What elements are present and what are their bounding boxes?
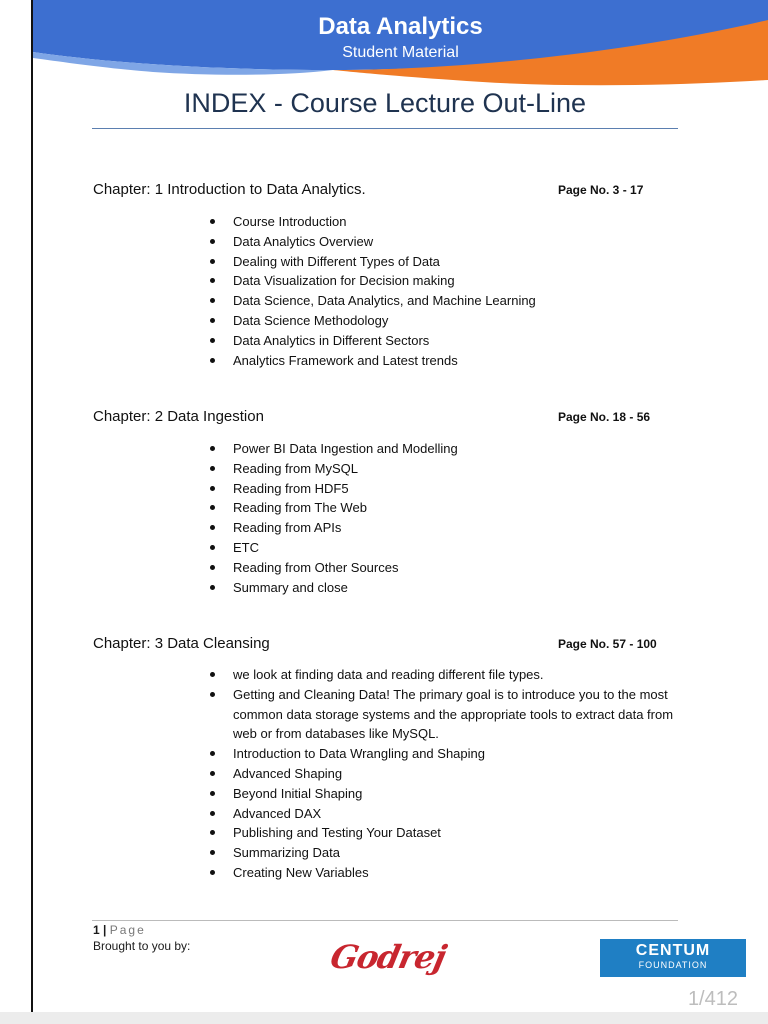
index-title: INDEX - Course Lecture Out-Line: [183, 88, 587, 118]
list-item: Reading from APIs: [205, 518, 685, 538]
list-item: Beyond Initial Shaping: [205, 784, 679, 804]
chapter-3-heading: [93, 635, 663, 652]
list-item: Summarizing Data: [205, 843, 679, 863]
list-item: Publishing and Testing Your Dataset: [205, 823, 679, 843]
list-item: Advanced DAX: [205, 804, 679, 824]
list-item: Data Visualization for Decision making: [205, 271, 685, 291]
list-item: Analytics Framework and Latest trends: [205, 351, 685, 371]
chapter-title: Chapter: 3 Data Cleansing: [93, 635, 270, 652]
list-item: ETC: [205, 538, 685, 558]
list-item: Reading from The Web: [205, 498, 685, 518]
footer-divider: [92, 920, 678, 921]
page-separator: |: [99, 923, 110, 937]
centum-logo-text: CENTUM: [635, 942, 711, 959]
chapter-title: Chapter: 2 Data Ingestion: [93, 408, 264, 425]
chapter-pages: Page No. 3 - 17: [558, 183, 644, 197]
list-item: Course Introduction: [205, 212, 685, 232]
page-word: Page: [109, 923, 146, 937]
chapter-1-topics: [205, 212, 685, 370]
list-item: Reading from MySQL: [205, 459, 685, 479]
list-item: Getting and Cleaning Data! The primary goal is to introduce you to the most common data storage systems and the appropriate tools to extract data from web or from databases like MySQL.: [205, 685, 679, 744]
godrej-logo: [318, 938, 458, 980]
list-item: Dealing with Different Types of Data: [205, 252, 685, 272]
list-item: Data Analytics Overview: [205, 232, 685, 252]
centum-logo-subtext: FOUNDATION: [638, 960, 708, 970]
centum-foundation-logo: [600, 939, 746, 977]
list-item: we look at finding data and reading different file types.: [205, 665, 679, 685]
list-item: Power BI Data Ingestion and Modelling: [205, 439, 685, 459]
list-item: Reading from HDF5: [205, 479, 685, 499]
page-number: 1: [93, 923, 100, 937]
viewer-bottom-bar: [0, 1012, 768, 1024]
chapter-2-heading: [93, 408, 663, 425]
left-margin-rule: [31, 0, 33, 1012]
list-item: Data Science Methodology: [205, 311, 685, 331]
chapter-1-heading: [93, 181, 663, 198]
chapter-pages: Page No. 57 - 100: [558, 637, 657, 651]
list-item: Introduction to Data Wrangling and Shaping: [205, 744, 679, 764]
chapter-2-topics: [205, 439, 685, 597]
header-title: Data Analytics: [318, 13, 483, 40]
header-subtitle: Student Material: [342, 44, 459, 61]
godrej-logo-text: Godrej: [327, 938, 449, 976]
brought-by-label: Brought to you by:: [93, 939, 191, 953]
list-item: Data Science, Data Analytics, and Machine Learning: [205, 291, 685, 311]
page-counter: 1/412: [687, 988, 738, 1010]
page-footer-label: [93, 923, 146, 937]
list-item: Advanced Shaping: [205, 764, 679, 784]
title-divider: [92, 128, 678, 129]
chapter-3-topics: [205, 665, 679, 883]
header-banner: [33, 0, 768, 90]
list-item: Reading from Other Sources: [205, 558, 685, 578]
chapter-title: Chapter: 1 Introduction to Data Analytics.: [93, 181, 366, 198]
chapter-pages: Page No. 18 - 56: [558, 410, 651, 424]
list-item: Summary and close: [205, 578, 685, 598]
list-item: Data Analytics in Different Sectors: [205, 331, 685, 351]
list-item: Creating New Variables: [205, 863, 679, 883]
